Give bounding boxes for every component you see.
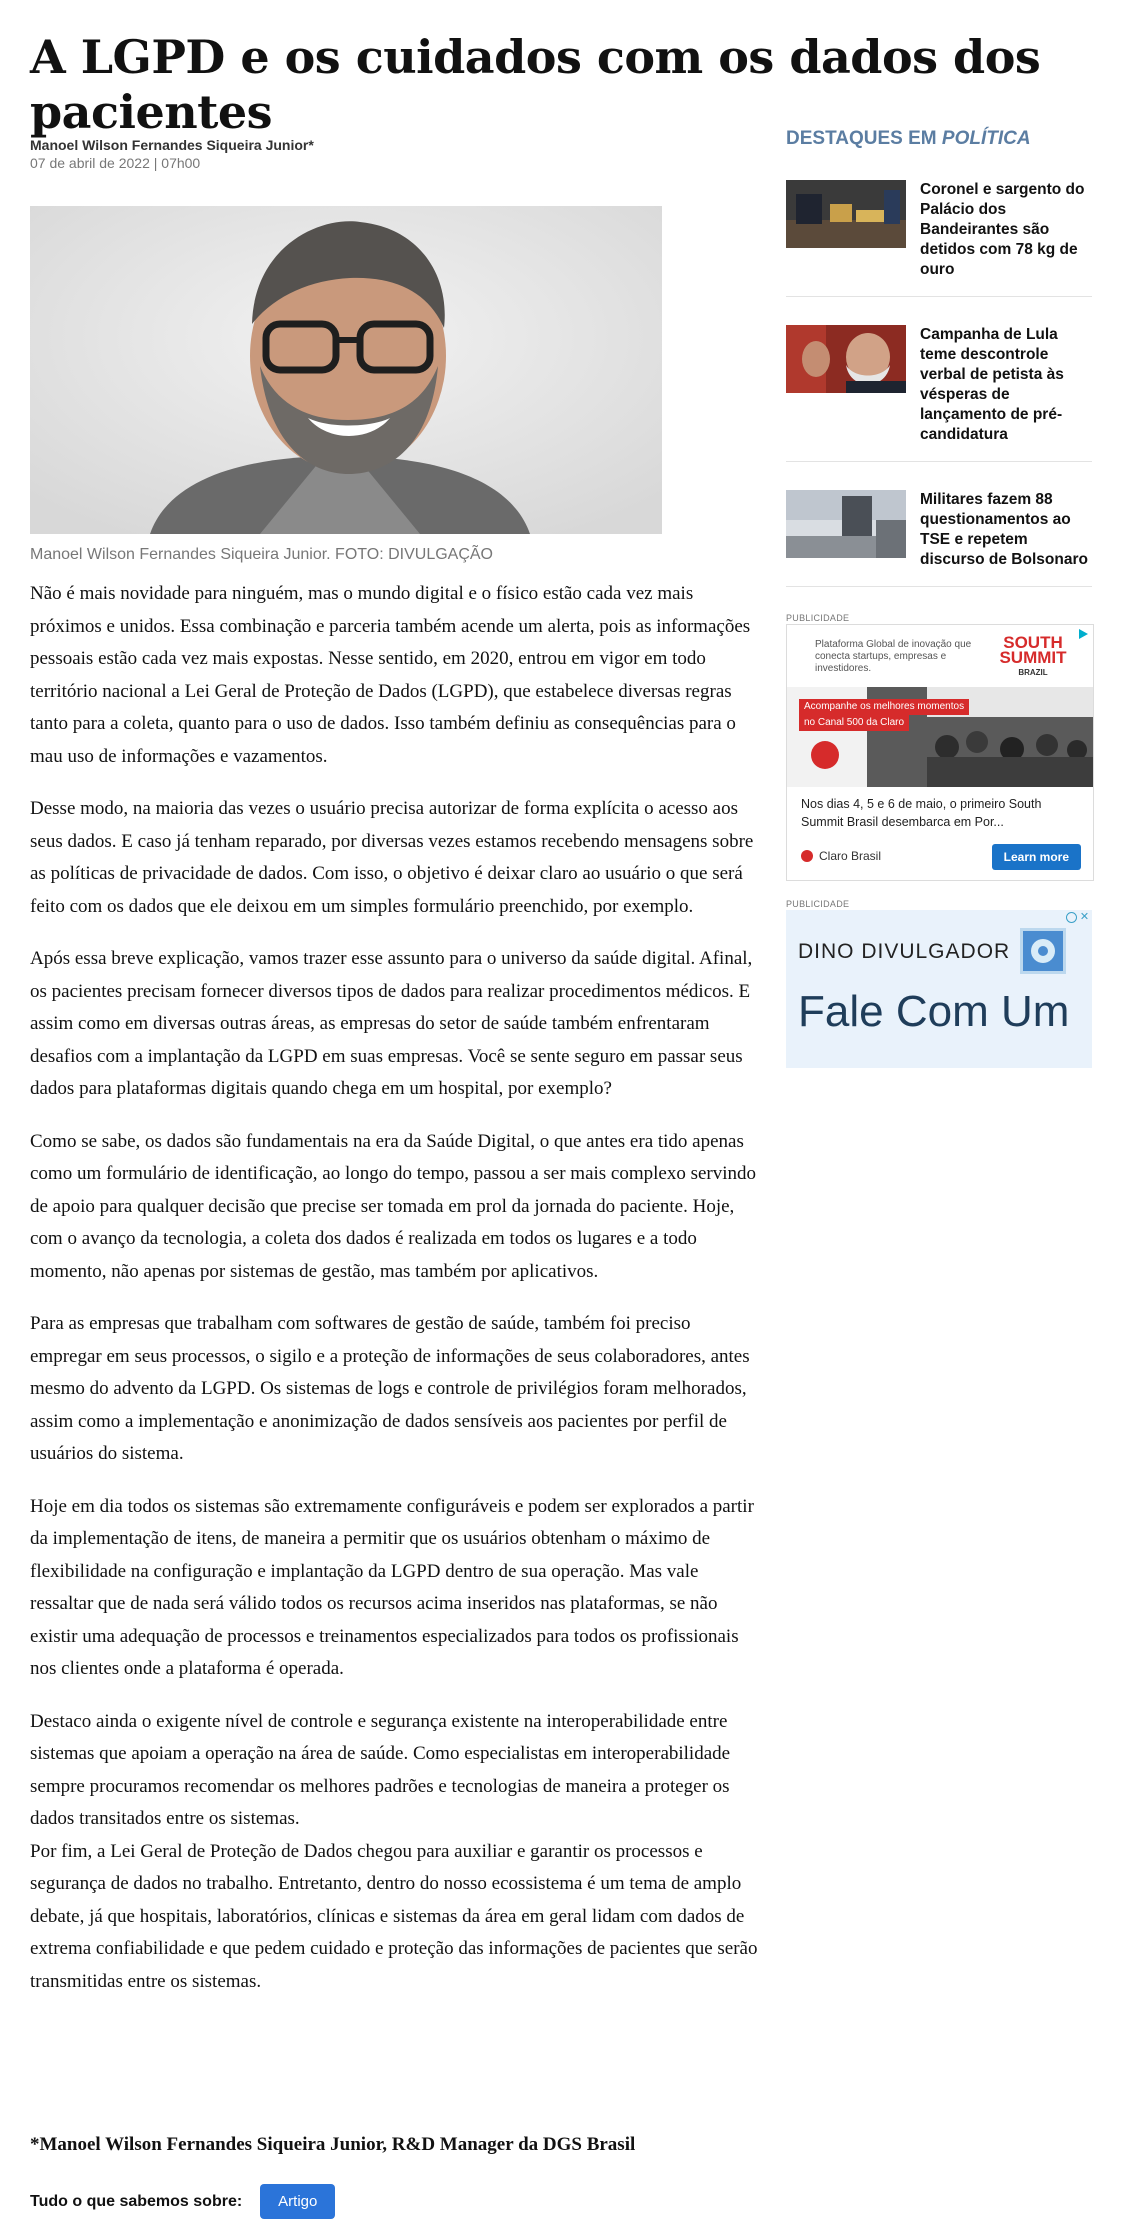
sidebar-story[interactable] [786,170,1092,297]
ad-controls [1066,912,1090,923]
sidebar-title-prefix: DESTAQUES EM [786,128,942,149]
military-building-image [786,490,906,558]
photo-caption: Manoel Wilson Fernandes Siqueira Junior. FOTO: DIVULGAÇÃO [30,546,493,563]
sidebar-title-section[interactable]: POLÍTICA [941,128,1031,149]
claro-logo-icon [811,741,839,769]
dino-headline[interactable]: Fale Com Um [798,987,1070,1036]
tags-row [30,2184,335,2219]
ad-tagline: Plataforma Global de inovação que conecta startups, empresas e investidores. [815,639,972,674]
sidebar-highlights [786,126,1092,605]
advertisement-dino[interactable] [786,910,1092,1068]
article-paragraph: Desse modo, na maioria das vezes o usuário precisa autorizar de forma explícita o acesso aos seus dados. E caso já tenham reparado, por diversas vezes estamos recebendo mensagens sobre as políticas de privacidade de dados. Com isso, o objetivo é deixar claro ao usuário o que será feito com os dados que ele deixou em um simples formulário preenchido, por exemplo. [30,798,754,917]
article-paragraph: Por fim, a Lei Geral de Proteção de Dados chegou para auxiliar e garantir os processos e segurança de dados no trabalho. Entretanto, dentro do nosso ecossistema é um tema de amplo debate, já que hospitais, laboratórios, clínicas e sistemas da área em geral lidam com dados de extrema confiabilidade e que pedem cuidado e proteção das informações de pacientes que serão transmitidas entre os sistemas. [30,1840,758,1992]
ad-label: PUBLICIDADE [786,899,850,909]
ad-banner-line: no Canal 500 da Claro [799,715,909,731]
story-title[interactable]: Militares fazem 88 questionamentos ao TSE e repetem discurso de Bolsonaro [920,491,1088,568]
dino-logo-icon [1020,928,1066,974]
story-thumbnail[interactable] [786,490,906,558]
advertiser-name: Claro Brasil [819,849,882,863]
ad-label: PUBLICIDADE [786,613,850,623]
close-icon[interactable]: ✕ [1079,911,1090,923]
story-title[interactable]: Coronel e sargento do Palácio dos Bandeirantes são detidos com 78 kg de ouro [920,181,1085,278]
author-signature: *Manoel Wilson Fernandes Siqueira Junior, R&D Manager da DGS Brasil [30,2134,636,2155]
article-paragraph: Hoje em dia todos os sistemas são extremamente configuráveis e podem ser explorados a partir da implementação de itens, de maneira a permitir que os usuários obtenham o máximo de flexibilidade na configuração e implantação da LGPD dentro de sua operação. Mas vale ressaltar que de nada será válido todos os recursos acima inseridos nas plataformas, se não existir uma adequação de processos e treinamentos especializados para todos os profissionais nos clientes onde a plataforma é operada. [30,1495,754,1679]
tags-label: Tudo o que sabemos sobre: [30,2192,243,2210]
author-photo [30,206,662,534]
story-title[interactable]: Campanha de Lula teme descontrole verbal de petista às vésperas de lançamento de pré-candidatura [920,326,1064,443]
article-paragraph: Como se sabe, os dados são fundamentais na era da Saúde Digital, o que antes era tido apenas como um formulário de identificação, ao longo do tempo, passou a ser mais complexo servindo de apoio para qualquer decisão que precise ser tomada em prol da jornada do paciente. Hoje, com o avanço da tecnologia, a coleta dos dados é realizada em todos os lugares e a todo momento, não apenas por sistemas de gestão, mas também por aplicativos. [30,1130,757,1282]
claro-icon [801,850,813,862]
dino-brand: DINO DIVULGADOR [798,940,1011,963]
lula-portrait-image [786,325,906,393]
logo-line: BRAZIL [1018,668,1048,677]
logo-line: SOUTH [1003,633,1063,652]
south-summit-logo [993,635,1073,680]
gold-bars-image [786,180,906,248]
learn-more-button[interactable]: Learn more [992,844,1081,870]
author-name[interactable]: Manoel Wilson Fernandes Siqueira Junior* [30,137,314,153]
byline [30,136,314,172]
tag-artigo-button[interactable]: Artigo [260,2184,335,2219]
story-thumbnail[interactable] [786,325,906,393]
article-paragraph: Destaco ainda o exigente nível de controle e segurança existente na interoperabilidade entre sistemas que apoiam a operação na área de saúde. Como especialistas em interoperabilidade sempre procuramos recomendar os melhores padrões e tecnologias de maneira a proteger os dados transitados entre os sistemas. [30,1710,731,1829]
article-paragraph: Após essa breve explicação, vamos trazer esse assunto para o universo da saúde digital. Afinal, os pacientes precisam fornecer diversos tipos de dados para realizar procedimentos médicos. E assim como em diversas outras áreas, as empresas do setor de saúde também enfrentaram desafios com a implantação da LGPD em suas empresas. Você se sente seguro em passar seus dados para plataformas digitais quando chega em um hospital, por exemplo? [30,948,753,1099]
article-title: A LGPD e os cuidados com os dados dos pacientes [30,30,1041,140]
story-thumbnail[interactable] [786,180,906,248]
article-body [30,578,758,2018]
info-icon[interactable] [1066,912,1077,923]
article-paragraph: Para as empresas que trabalham com softwares de gestão de saúde, também foi preciso empregar em seus processos, o sigilo e a proteção de informações de seus colaboradores, antes mesmo do advento da LGPD. Os sistemas de logs e controle de privilégios foram melhorados, assim como a implementação e anonimização de dados sensíveis aos pacientes por perfil de usuários do sistema. [30,1313,750,1464]
sidebar-title [786,128,1092,150]
sidebar-story[interactable] [786,315,1092,462]
ad-headline[interactable]: Nos dias 4, 5 e 6 de maio, o primeiro South Summit Brasil desembarca em Por... [801,797,1042,829]
ad-advertiser [801,849,881,863]
sidebar-story[interactable] [786,480,1092,587]
article-paragraph: Não é mais novidade para ninguém, mas o mundo digital e o físico estão cada vez mais próximos e unidos. Essa combinação e parceria também acende um alerta, pois as informações pessoais estão cada vez mais expostas. Nesse sentido, em 2020, entrou em vigor em todo território nacional a Lei Geral de Proteção de Dados (LGPD), que estabelece diversas regras tanto para a coleta, quanto para o uso de dados. Isso também definiu as consequências para o mau uso de informações e vazamentos. [30,583,751,767]
logo-line: SUMMIT [999,648,1067,667]
adchoices-icon[interactable] [1077,627,1089,639]
ad-banner[interactable] [787,687,1093,787]
ad-banner-line: Acompanhe os melhores momentos [799,699,969,715]
publish-date: 07 de abril de 2022 | 07h00 [30,155,201,171]
author-portrait-image [30,206,662,534]
advertisement-south-summit[interactable] [786,624,1094,881]
